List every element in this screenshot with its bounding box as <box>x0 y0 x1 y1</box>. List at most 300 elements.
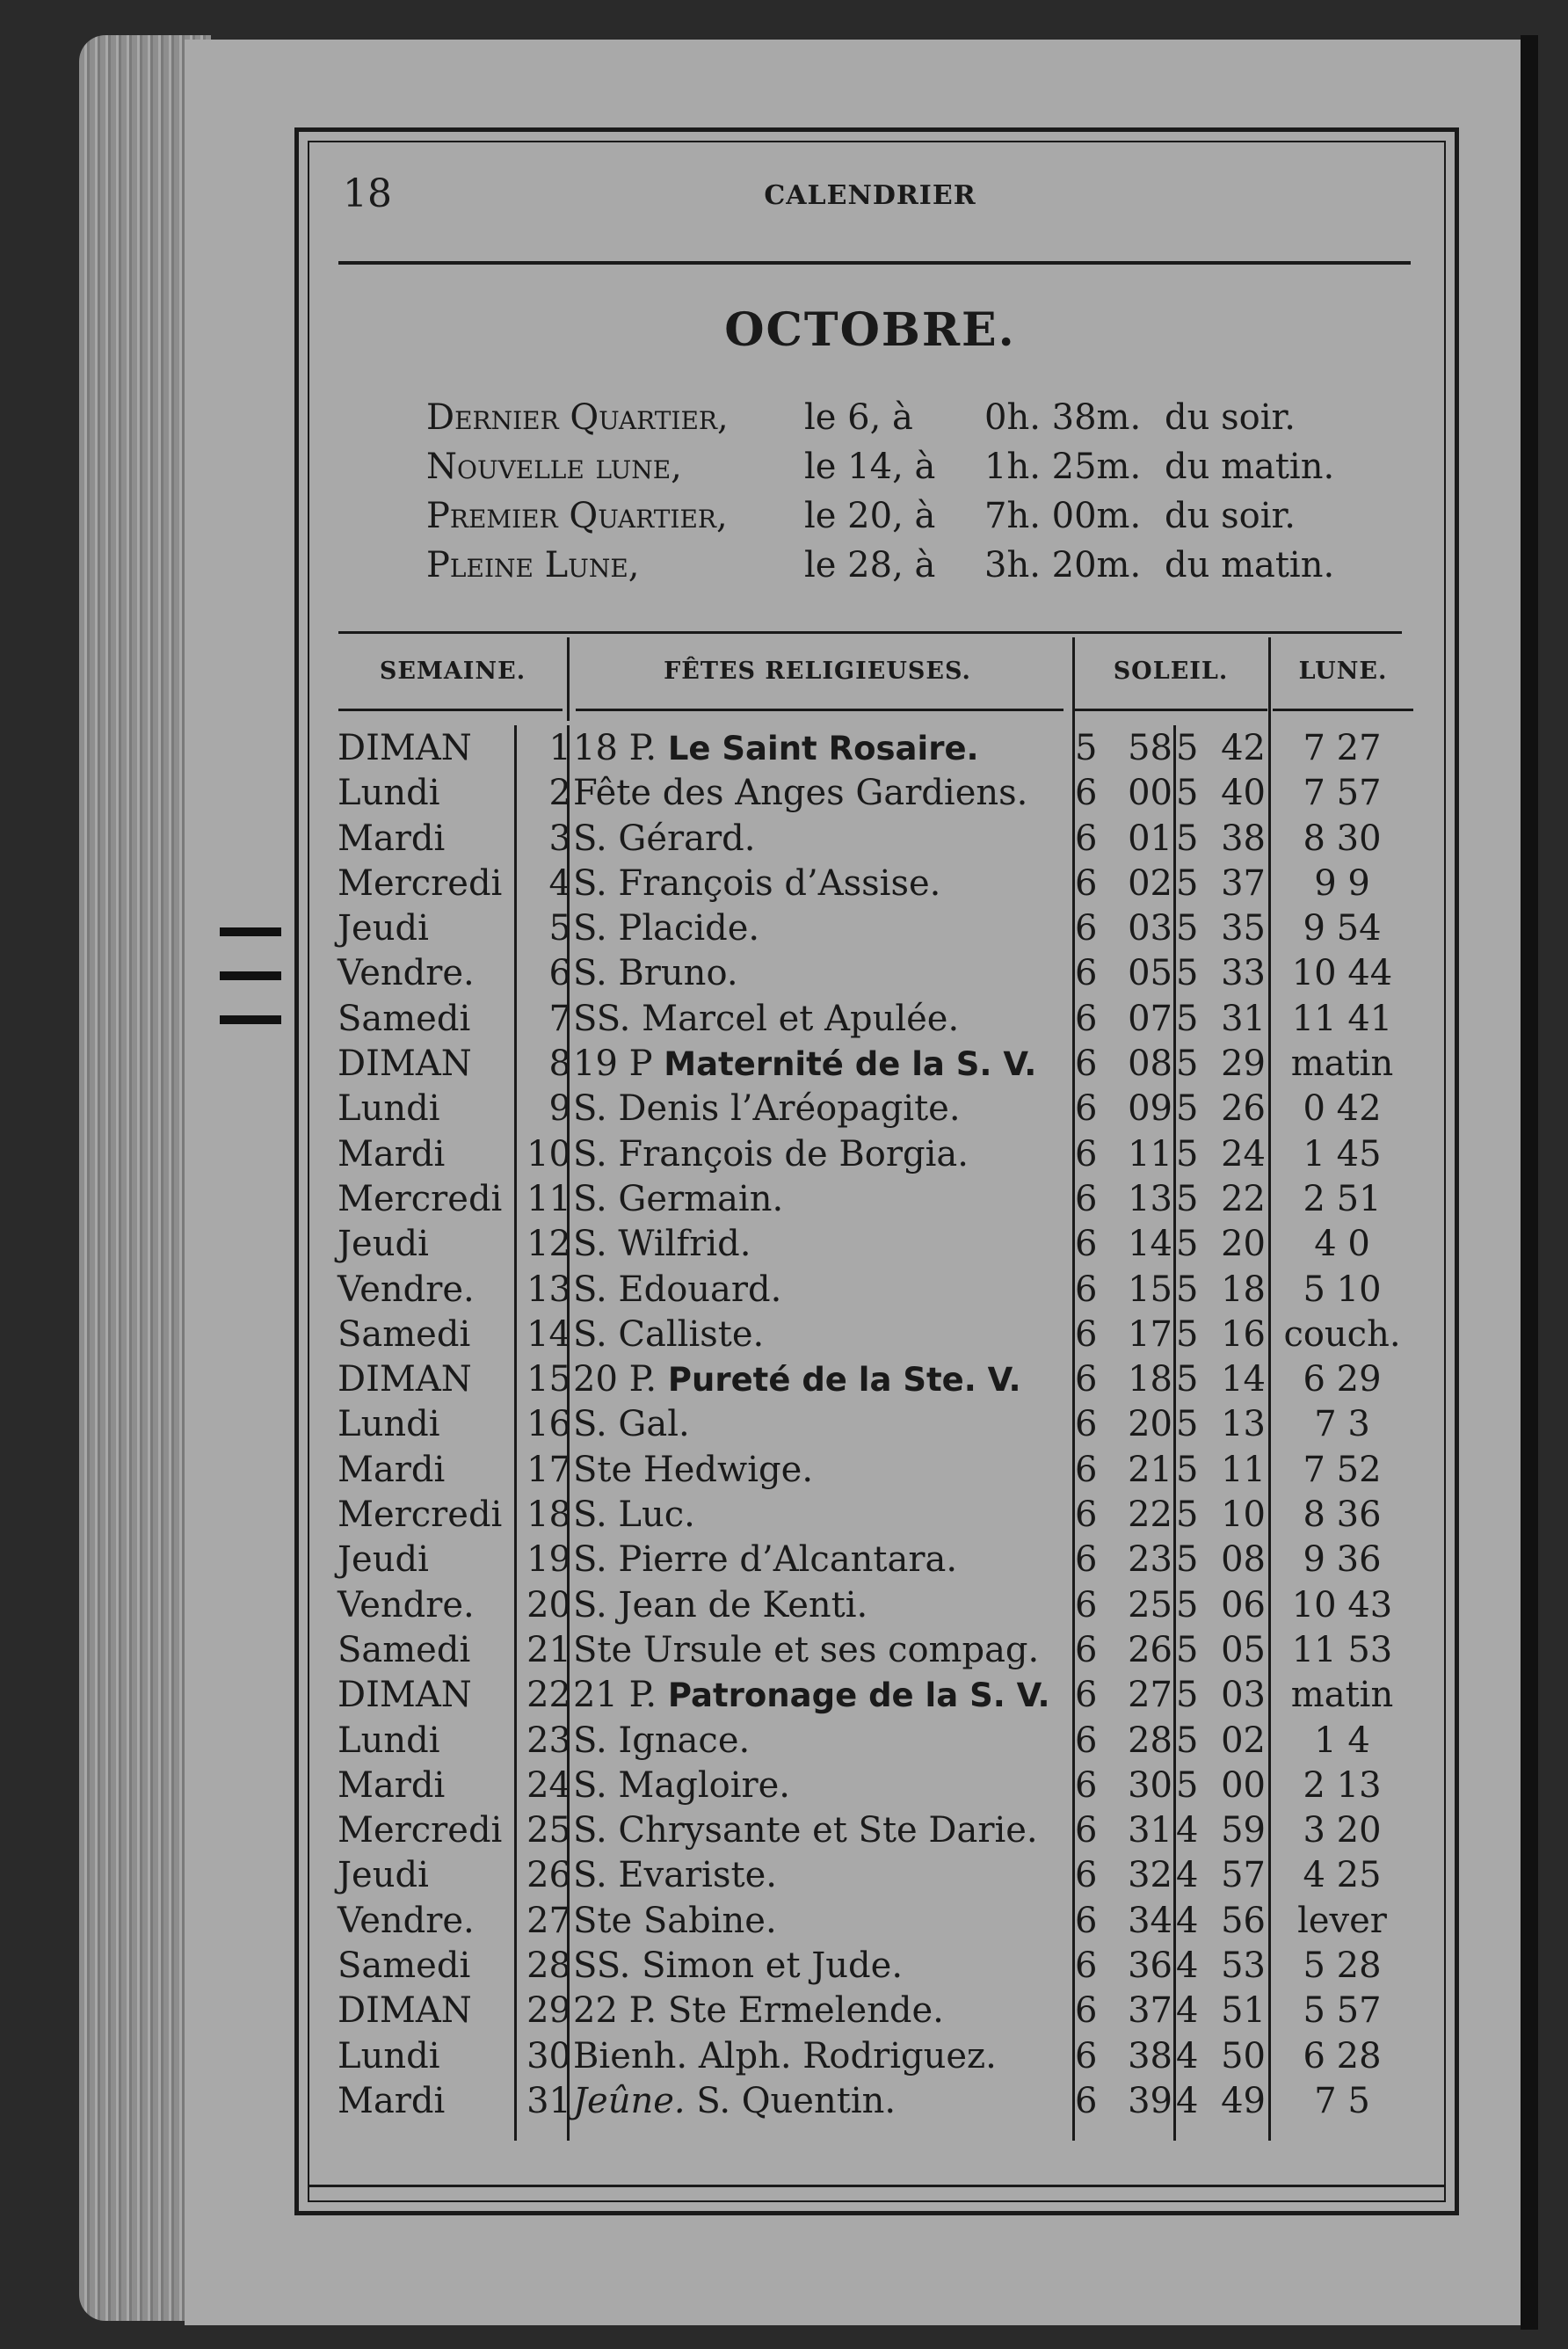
sunrise-minute-cell: 15 <box>1128 1269 1172 1310</box>
sunset-hour-cell: 5 <box>1176 818 1199 859</box>
sunrise-minute-cell: 02 <box>1128 862 1172 904</box>
sunrise-minute-cell: 17 <box>1128 1313 1172 1355</box>
sunrise-minute-cell: 08 <box>1128 1044 1172 1085</box>
sunrise-minute-cell: 25 <box>1128 1584 1172 1625</box>
day-number-cell: 29 <box>526 1990 571 2032</box>
table-row <box>334 1222 1415 1267</box>
sunset-hour-cell: 4 <box>1176 1990 1199 2032</box>
sunset-hour-cell: 4 <box>1176 1855 1199 1896</box>
sunset-hour-cell: 5 <box>1176 1044 1199 1085</box>
feast-name: S. Gérard. <box>573 818 756 859</box>
feast-cell <box>573 1177 783 1222</box>
feast-name: S. Quentin. <box>696 2080 897 2121</box>
moon-phase-row <box>426 496 1437 545</box>
sunrise-hour-cell: 6 <box>1075 908 1098 949</box>
sunset-minute-cell: 53 <box>1221 1945 1266 1987</box>
day-number-cell: 12 <box>526 1224 571 1265</box>
feast-name: S. Magloire. <box>573 1764 790 1806</box>
moon-cell: 9 54 <box>1303 908 1382 949</box>
table-row <box>334 1448 1415 1493</box>
column-header-fetes: FÊTES RELIGIEUSES. <box>664 658 971 685</box>
sunday-prefix: 20 P. <box>573 1359 657 1400</box>
sunrise-hour-cell: 6 <box>1075 1044 1098 1085</box>
sunrise-minute-cell: 28 <box>1128 1720 1172 1761</box>
header-underline <box>338 709 563 711</box>
day-number-cell: 22 <box>526 1675 571 1716</box>
sunset-minute-cell: 16 <box>1221 1313 1266 1355</box>
feast-name: S. Chrysante et Ste Darie. <box>573 1810 1038 1851</box>
weekday-cell: Jeudi <box>338 1224 429 1265</box>
day-number-cell: 20 <box>526 1584 571 1625</box>
sunset-hour-cell: 4 <box>1176 1900 1199 1941</box>
weekday-cell: DIMAN <box>338 1990 472 2032</box>
sunday-prefix: Jeûne. <box>573 2080 686 2121</box>
feast-name: Le Saint Rosaire. <box>667 730 979 767</box>
phase-day: le 28, à <box>804 545 936 585</box>
feast-name: S. Gal. <box>573 1404 690 1445</box>
feast-cell <box>573 906 759 951</box>
sunset-minute-cell: 31 <box>1221 998 1266 1039</box>
sunrise-minute-cell: 31 <box>1128 1810 1172 1851</box>
feast-cell <box>573 1132 969 1177</box>
sunset-minute-cell: 02 <box>1221 1720 1266 1761</box>
feast-name: Ste Hedwige. <box>573 1449 814 1490</box>
feast-cell <box>573 1628 1039 1673</box>
sunset-hour-cell: 5 <box>1176 1133 1199 1174</box>
phase-tail: du soir. <box>1165 397 1296 438</box>
weekday-cell: Vendre. <box>338 1584 475 1625</box>
sunset-hour-cell: 5 <box>1176 1359 1199 1400</box>
moon-cell: 8 30 <box>1303 818 1382 859</box>
sunrise-minute-cell: 18 <box>1128 1359 1172 1400</box>
phase-day: le 20, à <box>804 496 936 536</box>
sunrise-hour-cell: 6 <box>1075 998 1098 1039</box>
day-number-cell: 6 <box>548 953 571 994</box>
phase-name: Nouvelle lune, <box>426 447 682 487</box>
sunset-hour-cell: 4 <box>1176 1945 1199 1987</box>
phase-tail: du matin. <box>1165 447 1335 487</box>
sunset-hour-cell: 5 <box>1176 1088 1199 1130</box>
sunrise-hour-cell: 6 <box>1075 1900 1098 1941</box>
feast-name: Bienh. Alph. Rodriguez. <box>573 2035 997 2076</box>
day-number-cell: 25 <box>526 1810 571 1851</box>
sunset-minute-cell: 11 <box>1221 1449 1266 1490</box>
pencil-mark <box>220 1015 281 1024</box>
feast-cell <box>573 1357 1021 1402</box>
moon-cell: matin <box>1290 1044 1394 1085</box>
sunday-prefix: 18 P. <box>573 728 657 768</box>
moon-cell: 7 52 <box>1303 1449 1382 1490</box>
table-row <box>334 1944 1415 1989</box>
sunset-hour-cell: 4 <box>1176 2080 1199 2121</box>
phase-name: Pleine Lune, <box>426 545 640 585</box>
sunset-minute-cell: 35 <box>1221 908 1266 949</box>
column-header-semaine: SEMAINE. <box>379 658 526 685</box>
sunset-minute-cell: 08 <box>1221 1539 1266 1581</box>
weekday-cell: DIMAN <box>338 1675 472 1716</box>
feast-cell <box>573 1538 957 1582</box>
feast-name: S. Jean de Kenti. <box>573 1584 868 1625</box>
sunset-hour-cell: 5 <box>1176 1584 1199 1625</box>
sunrise-minute-cell: 14 <box>1128 1224 1172 1265</box>
weekday-cell: Jeudi <box>338 908 429 949</box>
feast-name: Fête des Anges Gardiens. <box>573 773 1028 814</box>
weekday-cell: Mercredi <box>338 862 503 904</box>
moon-cell: 4 25 <box>1303 1855 1382 1896</box>
sunset-hour-cell: 5 <box>1176 728 1199 768</box>
sunset-minute-cell: 33 <box>1221 953 1266 994</box>
day-number-cell: 24 <box>526 1764 571 1806</box>
feast-name: S. François d’Assise. <box>573 862 941 904</box>
moon-cell: 1 45 <box>1303 1133 1382 1174</box>
sunrise-minute-cell: 21 <box>1128 1449 1172 1490</box>
moon-cell: 6 29 <box>1303 1359 1382 1400</box>
day-number-cell: 9 <box>548 1088 571 1130</box>
feast-cell <box>573 726 979 771</box>
sunrise-hour-cell: 6 <box>1075 1629 1098 1670</box>
sunset-minute-cell: 59 <box>1221 1810 1266 1851</box>
day-number-cell: 2 <box>548 773 571 814</box>
weekday-cell: Mardi <box>338 1764 446 1806</box>
sunset-hour-cell: 5 <box>1176 1178 1199 1219</box>
sunset-minute-cell: 00 <box>1221 1764 1266 1806</box>
feast-name: Patronage de la S. V. <box>667 1676 1050 1715</box>
sunset-hour-cell: 5 <box>1176 953 1199 994</box>
sunset-minute-cell: 13 <box>1221 1404 1266 1445</box>
sunrise-hour-cell: 6 <box>1075 1810 1098 1851</box>
table-row <box>334 1402 1415 1447</box>
sunrise-hour-cell: 6 <box>1075 1449 1098 1490</box>
sunset-minute-cell: 06 <box>1221 1584 1266 1625</box>
weekday-cell: Samedi <box>338 1945 471 1987</box>
sunrise-hour-cell: 6 <box>1075 1675 1098 1716</box>
day-number-cell: 7 <box>548 998 571 1039</box>
sunrise-minute-cell: 07 <box>1128 998 1172 1039</box>
day-number-cell: 30 <box>526 2035 571 2076</box>
table-row <box>334 951 1415 996</box>
feast-name: Pureté de la Ste. V. <box>667 1361 1021 1400</box>
sunrise-hour-cell: 6 <box>1075 953 1098 994</box>
day-number-cell: 10 <box>526 1133 571 1174</box>
moon-cell: 2 51 <box>1303 1178 1382 1219</box>
sunrise-hour-cell: 6 <box>1075 1945 1098 1987</box>
sunrise-minute-cell: 27 <box>1128 1675 1172 1716</box>
sunrise-minute-cell: 23 <box>1128 1539 1172 1581</box>
sunset-hour-cell: 5 <box>1176 1269 1199 1310</box>
feast-name: Ste Sabine. <box>573 1900 777 1941</box>
table-row <box>334 1538 1415 1582</box>
sunrise-minute-cell: 01 <box>1128 818 1172 859</box>
table-row <box>334 2034 1415 2079</box>
sunday-prefix: 19 P <box>573 1044 653 1085</box>
table-row <box>334 1853 1415 1898</box>
feast-cell <box>573 817 755 862</box>
day-number-cell: 19 <box>526 1539 571 1581</box>
feast-cell <box>573 1222 751 1267</box>
sunrise-hour-cell: 6 <box>1075 1494 1098 1536</box>
feast-cell <box>573 771 1027 816</box>
sunday-prefix: 22 P. <box>573 1990 657 2032</box>
feast-name: S. Calliste. <box>573 1313 765 1355</box>
sunset-hour-cell: 5 <box>1176 1720 1199 1761</box>
feast-cell <box>573 1853 777 1898</box>
day-number-cell: 5 <box>548 908 571 949</box>
phases-rule <box>338 631 1402 634</box>
day-number-cell: 21 <box>526 1629 571 1670</box>
sunrise-hour-cell: 6 <box>1075 1584 1098 1625</box>
weekday-cell: Mardi <box>338 2080 446 2121</box>
feast-cell <box>573 1268 781 1313</box>
weekday-cell: DIMAN <box>338 1044 472 1085</box>
table-row <box>334 1177 1415 1222</box>
sunrise-minute-cell: 05 <box>1128 953 1172 994</box>
sunrise-minute-cell: 32 <box>1128 1855 1172 1896</box>
sunrise-hour-cell: 5 <box>1075 728 1098 768</box>
running-head: CALENDRIER <box>764 180 976 211</box>
sunset-hour-cell: 5 <box>1176 1629 1199 1670</box>
table-row <box>334 1583 1415 1628</box>
header-underline <box>1273 709 1413 711</box>
moon-cell: 8 36 <box>1303 1494 1382 1536</box>
day-number-cell: 14 <box>526 1313 571 1355</box>
moon-cell: 9 9 <box>1314 862 1370 904</box>
table-row <box>334 862 1415 906</box>
table-row <box>334 1087 1415 1131</box>
feast-name: S. Placide. <box>573 908 760 949</box>
sunset-minute-cell: 37 <box>1221 862 1266 904</box>
sunrise-minute-cell: 09 <box>1128 1088 1172 1130</box>
sunset-minute-cell: 29 <box>1221 1044 1266 1085</box>
frame-bottom-rule <box>308 2185 1446 2187</box>
moon-cell: 11 53 <box>1291 1629 1393 1670</box>
feast-name: S. Pierre d’Alcantara. <box>573 1539 958 1581</box>
page-shadow <box>1521 35 1538 2330</box>
table-row <box>334 1808 1415 1853</box>
moon-cell: 7 27 <box>1303 728 1382 768</box>
phase-time: 0h. 38m. <box>984 397 1142 438</box>
day-number-cell: 18 <box>526 1494 571 1536</box>
sunrise-minute-cell: 39 <box>1128 2080 1172 2121</box>
table-row <box>334 1719 1415 1764</box>
weekday-cell: Vendre. <box>338 953 475 994</box>
sunrise-hour-cell: 6 <box>1075 1720 1098 1761</box>
sunset-hour-cell: 5 <box>1176 1675 1199 1716</box>
moon-cell: 5 28 <box>1303 1945 1382 1987</box>
weekday-cell: Mardi <box>338 1449 446 1490</box>
sunrise-hour-cell: 6 <box>1075 1764 1098 1806</box>
feast-name: S. François de Borgia. <box>573 1133 969 1174</box>
feast-cell <box>573 862 940 906</box>
table-row <box>334 1764 1415 1808</box>
sunrise-hour-cell: 6 <box>1075 1133 1098 1174</box>
day-number-cell: 23 <box>526 1720 571 1761</box>
column-divider <box>567 637 570 721</box>
sunrise-minute-cell: 11 <box>1128 1133 1172 1174</box>
sunset-minute-cell: 56 <box>1221 1900 1266 1941</box>
day-number-cell: 15 <box>526 1359 571 1400</box>
sunset-hour-cell: 5 <box>1176 1539 1199 1581</box>
moon-cell: 5 57 <box>1303 1990 1382 2032</box>
moon-cell: 9 36 <box>1303 1539 1382 1581</box>
sunrise-minute-cell: 58 <box>1128 728 1172 768</box>
weekday-cell: Vendre. <box>338 1900 475 1941</box>
day-number-cell: 26 <box>526 1855 571 1896</box>
feast-cell <box>573 2034 997 2079</box>
sunrise-hour-cell: 6 <box>1075 1990 1098 2032</box>
phase-time: 7h. 00m. <box>984 496 1142 536</box>
moon-cell: 2 13 <box>1303 1764 1382 1806</box>
sunset-hour-cell: 5 <box>1176 1494 1199 1536</box>
feast-name: Ste Ursule et ses compag. <box>573 1629 1040 1670</box>
header-underline <box>1074 709 1267 711</box>
moon-cell: 1 4 <box>1314 1720 1370 1761</box>
feast-cell <box>573 1087 961 1131</box>
calendar-table <box>334 726 1415 2124</box>
table-row <box>334 2079 1415 2124</box>
feast-name: S. Wilfrid. <box>573 1224 751 1265</box>
column-header-soleil: SOLEIL. <box>1113 658 1229 685</box>
sunrise-minute-cell: 34 <box>1128 1900 1172 1941</box>
month-title: OCTOBRE. <box>724 303 1016 357</box>
sunrise-hour-cell: 6 <box>1075 1855 1098 1896</box>
sunrise-minute-cell: 03 <box>1128 908 1172 949</box>
sunrise-minute-cell: 00 <box>1128 773 1172 814</box>
moon-cell: 3 20 <box>1303 1810 1382 1851</box>
table-row <box>334 771 1415 816</box>
feast-cell <box>573 997 959 1042</box>
sunrise-hour-cell: 6 <box>1075 2035 1098 2076</box>
feast-name: S. Evariste. <box>573 1855 777 1896</box>
sunrise-hour-cell: 6 <box>1075 2080 1098 2121</box>
sunrise-minute-cell: 30 <box>1128 1764 1172 1806</box>
moon-cell: 6 28 <box>1303 2035 1382 2076</box>
weekday-cell: Mardi <box>338 1133 446 1174</box>
sunrise-hour-cell: 6 <box>1075 818 1098 859</box>
feast-name: SS. Simon et Jude. <box>573 1945 904 1987</box>
sunrise-hour-cell: 6 <box>1075 1269 1098 1310</box>
pencil-mark <box>220 971 281 980</box>
moon-cell: matin <box>1290 1675 1394 1716</box>
sunrise-hour-cell: 6 <box>1075 1359 1098 1400</box>
moon-cell: 7 5 <box>1314 2080 1370 2121</box>
feast-cell <box>573 1583 867 1628</box>
weekday-cell: Mercredi <box>338 1494 503 1536</box>
feast-cell <box>573 1719 750 1764</box>
header-rule <box>338 261 1411 265</box>
feast-cell <box>573 1493 695 1538</box>
sunrise-minute-cell: 37 <box>1128 1990 1172 2032</box>
feast-cell <box>573 951 738 996</box>
weekday-cell: Jeudi <box>338 1539 429 1581</box>
feast-name: Maternité de la S. V. <box>664 1045 1037 1084</box>
sunrise-hour-cell: 6 <box>1075 1313 1098 1355</box>
weekday-cell: Samedi <box>338 1313 471 1355</box>
sunrise-hour-cell: 6 <box>1075 1539 1098 1581</box>
feast-name: S. Edouard. <box>573 1269 782 1310</box>
sunset-hour-cell: 5 <box>1176 1449 1199 1490</box>
weekday-cell: Lundi <box>338 1720 440 1761</box>
day-number-cell: 8 <box>548 1044 571 1085</box>
table-row <box>334 997 1415 1042</box>
table-row <box>334 1132 1415 1177</box>
sunset-hour-cell: 5 <box>1176 862 1199 904</box>
feast-cell <box>573 1448 813 1493</box>
feast-name: S. Bruno. <box>573 953 738 994</box>
sunset-minute-cell: 49 <box>1221 2080 1266 2121</box>
sunrise-minute-cell: 36 <box>1128 1945 1172 1987</box>
sunrise-minute-cell: 38 <box>1128 2035 1172 2076</box>
table-row <box>334 1493 1415 1538</box>
sunrise-hour-cell: 6 <box>1075 862 1098 904</box>
weekday-cell: Lundi <box>338 773 440 814</box>
day-number-cell: 16 <box>526 1404 571 1445</box>
table-row <box>334 1357 1415 1402</box>
phase-day: le 14, à <box>804 447 936 487</box>
moon-cell: 10 44 <box>1291 953 1393 994</box>
table-row <box>334 1313 1415 1357</box>
moon-cell: 11 41 <box>1291 998 1393 1039</box>
sunset-hour-cell: 5 <box>1176 1404 1199 1445</box>
phase-day: le 6, à <box>804 397 913 438</box>
feast-cell <box>573 1989 944 2033</box>
weekday-cell: Lundi <box>338 2035 440 2076</box>
sunset-minute-cell: 38 <box>1221 818 1266 859</box>
feast-name: S. Ignace. <box>573 1720 751 1761</box>
day-number-cell: 4 <box>548 862 571 904</box>
sunday-prefix: 21 P. <box>573 1675 657 1716</box>
weekday-cell: DIMAN <box>338 1359 472 1400</box>
table-row <box>334 1899 1415 1944</box>
day-number-cell: 27 <box>526 1900 571 1941</box>
feast-cell <box>573 1764 790 1808</box>
table-row <box>334 1673 1415 1718</box>
sunset-hour-cell: 4 <box>1176 2035 1199 2076</box>
moon-cell: couch. <box>1283 1313 1401 1355</box>
moon-phase-row <box>426 545 1437 594</box>
sunset-hour-cell: 5 <box>1176 1764 1199 1806</box>
table-row <box>334 1628 1415 1673</box>
weekday-cell: Lundi <box>338 1404 440 1445</box>
sunrise-hour-cell: 6 <box>1075 1224 1098 1265</box>
sunset-hour-cell: 5 <box>1176 773 1199 814</box>
moon-cell: 7 57 <box>1303 773 1382 814</box>
sunrise-minute-cell: 22 <box>1128 1494 1172 1536</box>
sunset-hour-cell: 5 <box>1176 998 1199 1039</box>
moon-cell: 5 10 <box>1303 1269 1382 1310</box>
column-header-lune: LUNE. <box>1298 658 1388 685</box>
page-number: 18 <box>343 171 392 216</box>
weekday-cell: Mardi <box>338 818 446 859</box>
sunset-minute-cell: 18 <box>1221 1269 1266 1310</box>
feast-cell <box>573 1944 903 1989</box>
phase-name: Dernier Quartier, <box>426 397 729 438</box>
sunrise-hour-cell: 6 <box>1075 1088 1098 1130</box>
feast-cell <box>573 1402 690 1447</box>
feast-name: S. Luc. <box>573 1494 695 1536</box>
sunset-minute-cell: 57 <box>1221 1855 1266 1896</box>
sunrise-hour-cell: 6 <box>1075 1178 1098 1219</box>
sunset-minute-cell: 51 <box>1221 1990 1266 2032</box>
sunset-hour-cell: 5 <box>1176 908 1199 949</box>
moon-cell: 10 43 <box>1291 1584 1393 1625</box>
day-number-cell: 31 <box>526 2080 571 2121</box>
weekday-cell: Samedi <box>338 1629 471 1670</box>
feast-cell <box>573 1042 1036 1087</box>
sunrise-hour-cell: 6 <box>1075 773 1098 814</box>
table-row <box>334 1268 1415 1313</box>
sunset-minute-cell: 20 <box>1221 1224 1266 1265</box>
sunrise-minute-cell: 13 <box>1128 1178 1172 1219</box>
